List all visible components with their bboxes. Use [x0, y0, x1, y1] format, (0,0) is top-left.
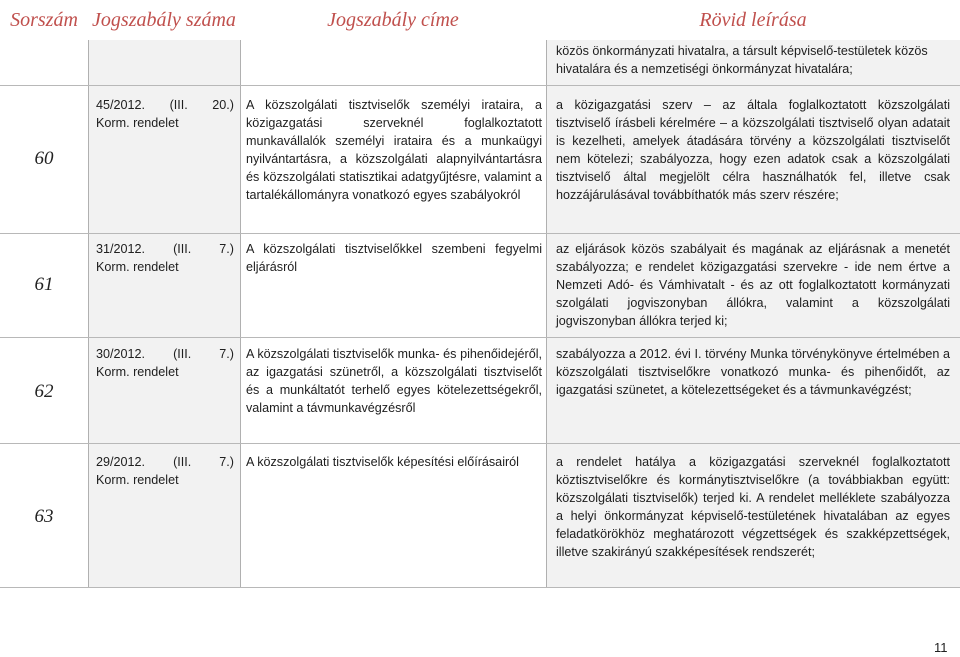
law-id: 45/2012. — [96, 98, 146, 112]
law-id: 30/2012. — [96, 347, 146, 361]
law-day: 7.) — [219, 455, 234, 469]
law-type: Korm. rendelet — [96, 365, 179, 379]
header-description: Rövid leírása — [699, 8, 807, 31]
law-day: 7.) — [219, 242, 234, 256]
law-description: szabályozza a 2012. évi I. törvény Munka törvénykönyve értelmében a közszolgálati tisztviselőkre vonatkozó munka- és pihenőidőt, az igazgatási szünetet, a kötelezettségeket és a távmunkavégzést; — [556, 347, 950, 397]
law-type: Korm. rendelet — [96, 116, 179, 130]
law-title: A közszolgálati tisztviselőkkel szembeni fegyelmi eljárásról — [246, 242, 542, 274]
row-number: 60 — [34, 148, 54, 169]
row-number: 63 — [34, 506, 54, 527]
law-title: A közszolgálati tisztviselők személyi irataira, a közigazgatási szerveknél foglalkoztatott munkavállalók személyi irataira és a munkaügyi nyilvántartásra, a közszolgálati alapnyilvántartásra és közszolgálati statisztikai adatgyűjtésre, valamint a tartalékállományra vonatkozó egyes szabályokról — [246, 98, 542, 202]
column-divider — [88, 40, 89, 587]
continued-description: közös önkormányzati hivatalra, a társult képviselő-testületek közös hivatalára és a nemzetiségi önkormányzat hivatalára; — [556, 44, 928, 76]
law-number — [96, 345, 234, 381]
page-number: 11 — [934, 640, 948, 655]
table-header — [0, 0, 960, 40]
law-description: a rendelet hatálya a közigazgatási szerveknél foglalkoztatott köztisztviselőkre és kormánytisztviselőkre (a továbbiakban együtt: közszolgálati tisztviselők) terjed ki. A rendelet melléklete szabályozza a helyi önkormányzat képviselő-testületének hivatalában az egyes feladatkörökhöz meghatározott végzettségek és szakképzettségek, illetve szakirányú szakképesítések rendszerét; — [556, 455, 950, 559]
row-number: 61 — [34, 274, 54, 295]
law-description: az eljárások közös szabályait és magának az eljárásnak a menetét szabályozza; e rendelet közigazgatási szervekre - ide nem értve a Nemzeti Adó- és Vámhivatalt - és az ott foglalkoztatott kormányzati szolgálati jogviszonyban állókra, valamint a közszolgálati jogviszonyban állókra terjed ki; — [556, 242, 950, 328]
law-id: 29/2012. — [96, 455, 146, 469]
row-divider — [0, 337, 960, 338]
row-divider — [0, 443, 960, 444]
law-description: a közigazgatási szerv – az általa foglalkoztatott közszolgálati tisztviselő írásbeli kérelmére – a közszolgálati tisztviselő olyan adatait is kezelheti, amelyek átadására törvény a közszolgálati tisztviselőt nem kötelezi; szabályozza, hogy ezen adatok csak a közszolgálati tisztviselő által megjelölt célra használhatók fel, illetve csak hozzájárulásával továbbíthatók más szerv részére; — [556, 98, 950, 202]
law-type: Korm. rendelet — [96, 473, 179, 487]
row-divider — [0, 587, 960, 588]
law-month: (III. — [173, 455, 192, 469]
law-day: 7.) — [219, 347, 234, 361]
row-number: 62 — [34, 381, 54, 402]
law-number — [96, 96, 234, 132]
header-number: Sorszám — [10, 8, 78, 31]
row-divider — [0, 85, 960, 86]
law-day: 20.) — [212, 98, 234, 112]
law-id: 31/2012. — [96, 242, 146, 256]
header-law-title: Jogszabály címe — [327, 8, 459, 31]
law-title: A közszolgálati tisztviselők képesítési előírásairól — [246, 455, 519, 469]
column-divider — [240, 40, 241, 587]
law-month: (III. — [169, 98, 188, 112]
header-law-number: Jogszabály száma — [92, 8, 236, 31]
column-divider — [546, 40, 547, 587]
law-number — [96, 453, 234, 489]
law-type: Korm. rendelet — [96, 260, 179, 274]
law-month: (III. — [173, 242, 192, 256]
law-number — [96, 240, 234, 276]
row-divider — [0, 233, 960, 234]
law-month: (III. — [173, 347, 192, 361]
law-title: A közszolgálati tisztviselők munka- és pihenőidejéről, az igazgatási szünetről, a közszolgálati tisztviselőt és a munkáltatót terhelő egyes kötelezettségekről, valamint a távmunkavégzésről — [246, 347, 542, 415]
